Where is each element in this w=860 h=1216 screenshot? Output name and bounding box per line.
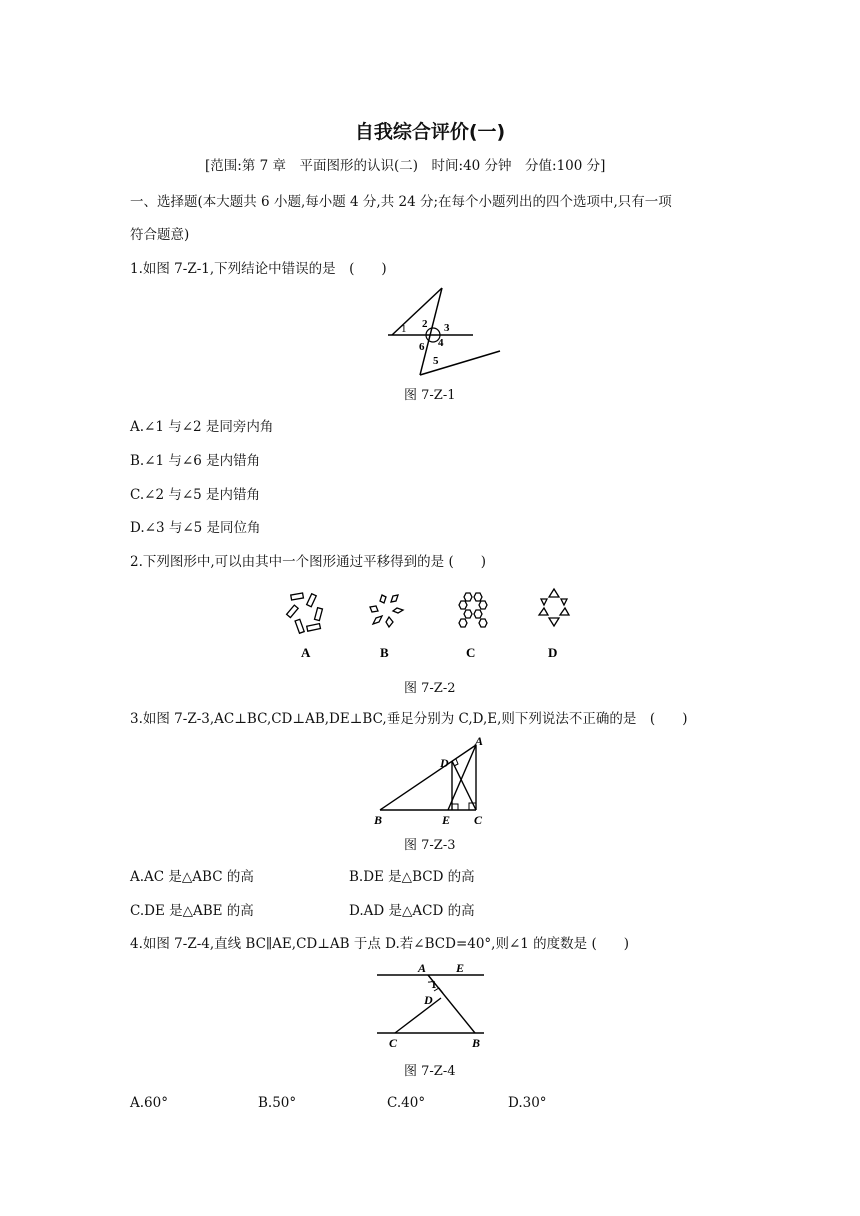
section-heading-cont: 符合题意) xyxy=(130,227,190,243)
q2-figure-b xyxy=(362,585,410,665)
q3-option-b: B.DE 是△BCD 的高 xyxy=(349,869,475,885)
q4-point-c: C xyxy=(389,1036,398,1050)
q1-stem: 1.如图 7-Z-1,下列结论中错误的是 ( ) xyxy=(130,261,387,277)
section-heading: 一、选择题(本大题共 6 小题,每小题 4 分,共 24 分;在每个小题列出的四个选项中,只有一项 xyxy=(130,194,672,210)
q4-point-d: D xyxy=(424,993,433,1007)
q4-option-c: C.40° xyxy=(387,1095,426,1111)
q3-point-d: D xyxy=(440,756,449,770)
q3-figure xyxy=(370,733,490,828)
q1-lower-line xyxy=(420,351,500,375)
q2-label-b: B xyxy=(380,645,389,660)
q2-figure-a xyxy=(280,585,335,665)
q4-figure xyxy=(372,958,490,1050)
q1-option-a: A.∠1 与∠2 是同旁内角 xyxy=(130,419,274,435)
q3-caption: 图 7-Z-3 xyxy=(404,838,456,853)
q2-caption: 图 7-Z-2 xyxy=(404,681,456,696)
q4-option-a: A.60° xyxy=(130,1095,168,1111)
q1-angle-label-4: 4 xyxy=(438,337,444,349)
q2-label-a: A xyxy=(301,645,311,660)
q1-angle-label-5: 5 xyxy=(433,355,439,367)
q4-point-a: A xyxy=(418,961,427,975)
q3-option-a: A.AC 是△ABC 的高 xyxy=(130,869,254,885)
q3-option-d: D.AD 是△ACD 的高 xyxy=(349,903,475,919)
q3-point-c: C xyxy=(474,813,483,827)
q4-angle-1: 1 xyxy=(431,979,437,991)
q4-caption: 图 7-Z-4 xyxy=(404,1064,456,1079)
q3-point-e: E xyxy=(442,813,451,827)
q1-figure xyxy=(380,283,505,378)
q3-point-a: A xyxy=(475,734,484,748)
q4-option-d: D.30° xyxy=(508,1095,547,1111)
scope-line: [范围:第 7 章 平面图形的认识(二) 时间:40 分钟 分值:100 分] xyxy=(205,158,606,174)
page-title: 自我综合评价(一) xyxy=(354,121,506,143)
q3-stem: 3.如图 7-Z-3,AC⊥BC,CD⊥AB,DE⊥BC,垂足分别为 C,D,E,则下列说法不正确的是 ( ) xyxy=(130,711,688,727)
q3-option-c: C.DE 是△ABE 的高 xyxy=(130,903,254,919)
q2-label-d: D xyxy=(548,645,558,660)
q3-point-b: B xyxy=(374,813,383,827)
q1-angle-label-6: 6 xyxy=(419,341,425,353)
q1-option-d: D.∠3 与∠5 是同位角 xyxy=(130,520,261,536)
q4-stem: 4.如图 7-Z-4,直线 BC∥AE,CD⊥AB 于点 D.若∠BCD=40°,则∠1 的度数是 ( ) xyxy=(130,936,629,952)
q2-figure-c xyxy=(445,585,499,665)
q1-angle-label-3: 3 xyxy=(444,322,450,334)
q2-figure-d xyxy=(527,585,581,665)
q1-caption: 图 7-Z-1 xyxy=(404,388,456,403)
q1-option-c: C.∠2 与∠5 是内错角 xyxy=(130,487,261,503)
q1-angle-label-1: 1 xyxy=(401,323,407,335)
q1-angle-label-2: 2 xyxy=(422,318,428,330)
q2-label-c: C xyxy=(466,645,476,660)
q4-option-b: B.50° xyxy=(258,1095,297,1111)
q4-point-b: B xyxy=(472,1036,481,1050)
q2-stem: 2.下列图形中,可以由其中一个图形通过平移得到的是 ( ) xyxy=(130,554,486,570)
q4-point-e: E xyxy=(456,961,465,975)
q1-option-b: B.∠1 与∠6 是内错角 xyxy=(130,453,261,469)
